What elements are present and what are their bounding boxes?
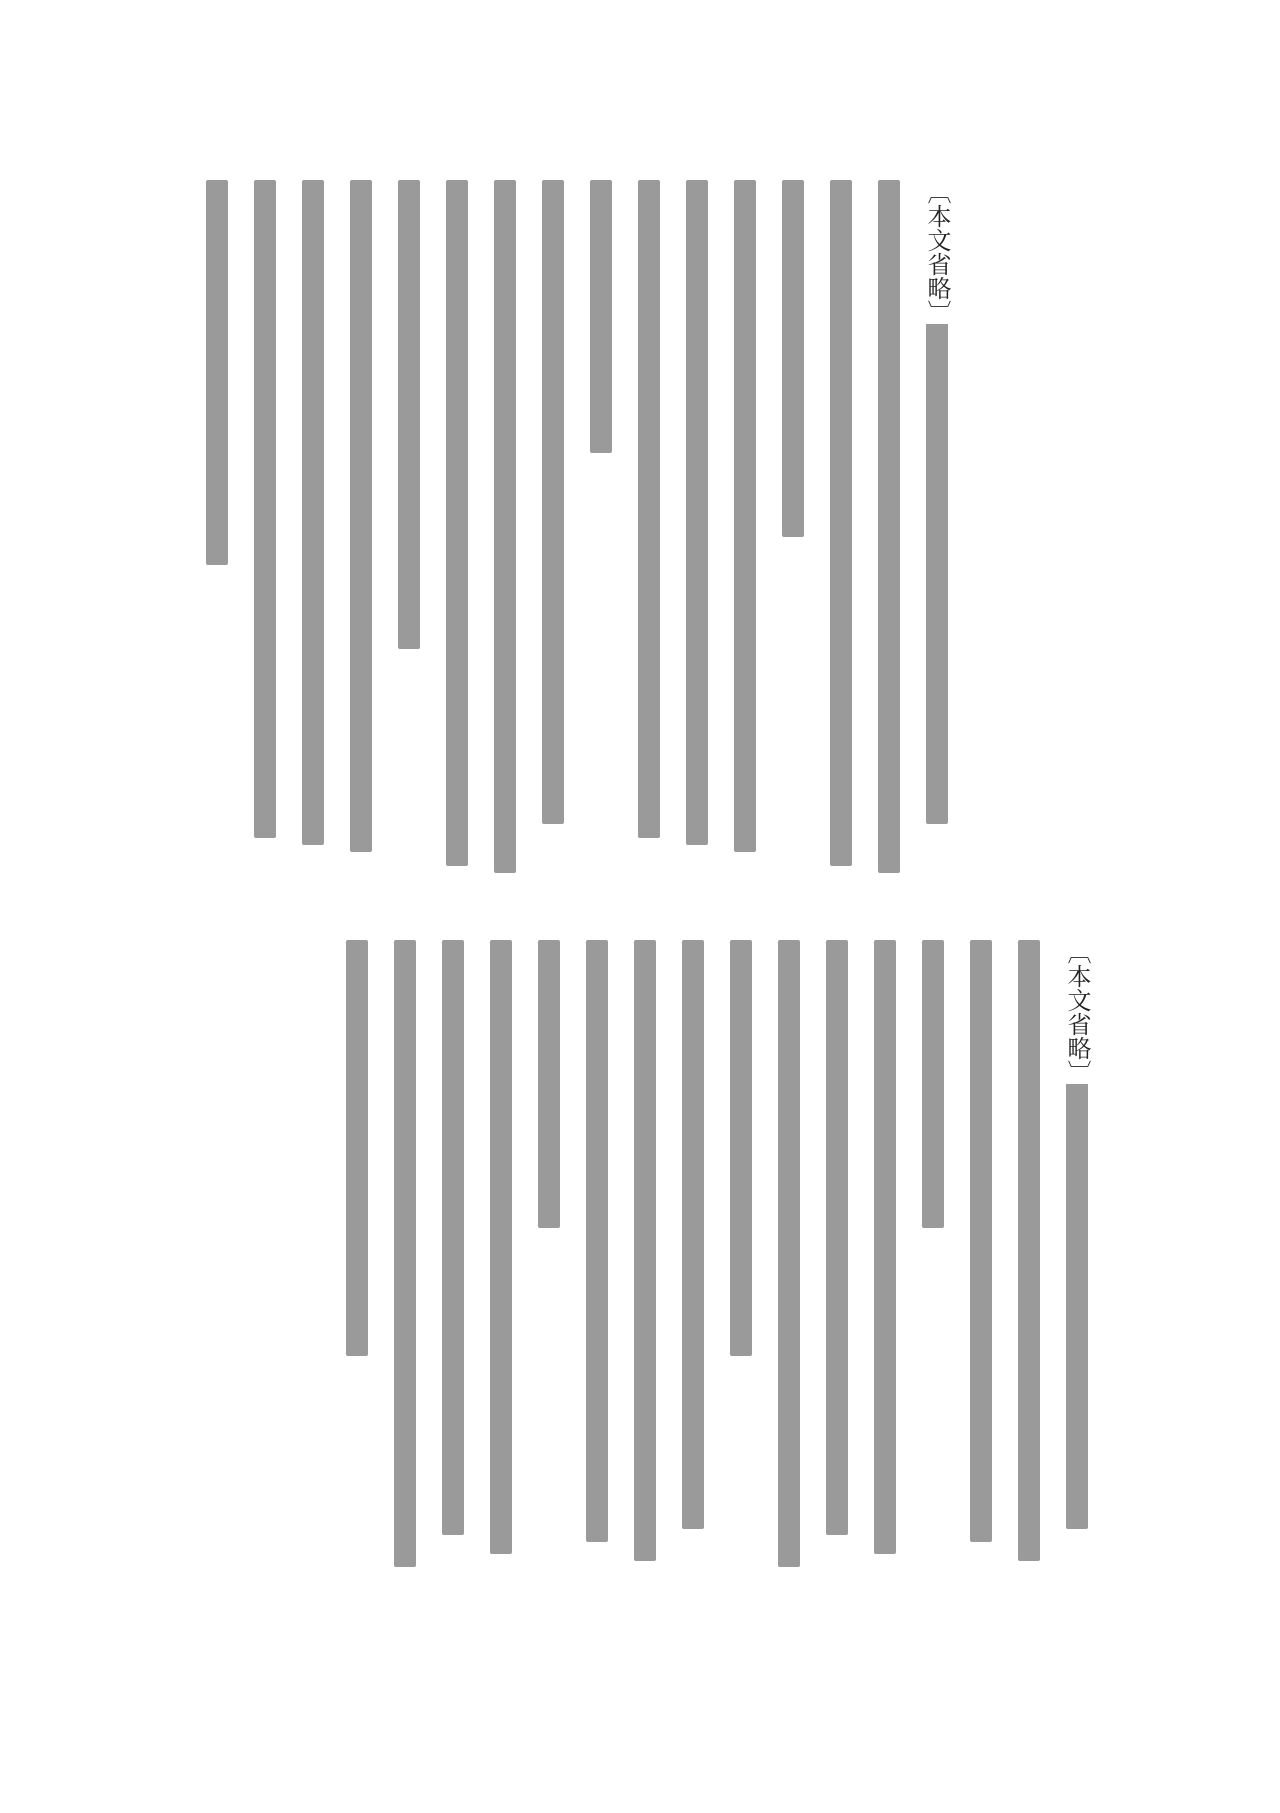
- text-column: [876, 180, 902, 880]
- text-column: [584, 940, 610, 1580]
- text-line-placeholder: [830, 180, 852, 866]
- text-line-placeholder: [970, 940, 992, 1542]
- text-line-placeholder: [254, 180, 276, 838]
- text-line-placeholder: [734, 180, 756, 852]
- text-line-placeholder: [730, 940, 752, 1356]
- text-column: [824, 940, 850, 1580]
- text-column: [780, 180, 806, 880]
- text-block-upper: [204, 180, 950, 880]
- omitted-notice: 〔本文省略〕: [923, 180, 951, 324]
- text-line-placeholder: [686, 180, 708, 845]
- text-line-placeholder: [490, 940, 512, 1554]
- text-column: [776, 940, 802, 1580]
- text-column: [348, 180, 374, 880]
- text-line-placeholder: [446, 180, 468, 866]
- text-line-placeholder: [826, 940, 848, 1535]
- text-column: [488, 940, 514, 1580]
- text-column: [680, 940, 706, 1580]
- text-block-lower: [344, 940, 1090, 1580]
- text-line-placeholder: [442, 940, 464, 1535]
- text-line-placeholder: [346, 940, 368, 1356]
- text-line-placeholder: [206, 180, 228, 565]
- text-line-placeholder: [538, 940, 560, 1228]
- text-column: [392, 940, 418, 1580]
- text-line-placeholder: [782, 180, 804, 537]
- text-column: [872, 940, 898, 1580]
- text-column: [396, 180, 422, 880]
- text-column: [828, 180, 854, 880]
- text-line-placeholder: [394, 940, 416, 1567]
- text-column: [636, 180, 662, 880]
- text-line-placeholder: [778, 940, 800, 1567]
- text-column: [252, 180, 278, 880]
- text-column: [732, 180, 758, 880]
- text-column: [344, 940, 370, 1580]
- text-line-placeholder: [586, 940, 608, 1542]
- text-line-placeholder: [1018, 940, 1040, 1561]
- text-line-placeholder: [922, 940, 944, 1228]
- text-line-placeholder: [350, 180, 372, 852]
- text-column: [204, 180, 230, 880]
- text-column: [1064, 940, 1090, 1580]
- text-column: [444, 180, 470, 880]
- text-column: [1016, 940, 1042, 1580]
- text-column: [632, 940, 658, 1580]
- text-column: [492, 180, 518, 880]
- text-column: [684, 180, 710, 880]
- text-line-placeholder: [634, 940, 656, 1561]
- text-column: [588, 180, 614, 880]
- text-column: [968, 940, 994, 1580]
- text-line-placeholder: [398, 180, 420, 649]
- text-line-placeholder: [542, 180, 564, 824]
- text-line-placeholder: [638, 180, 660, 838]
- text-column: [440, 940, 466, 1580]
- text-line-placeholder: [590, 180, 612, 453]
- text-line-placeholder: [874, 940, 896, 1554]
- text-line-placeholder: [302, 180, 324, 845]
- text-column: [728, 940, 754, 1580]
- text-column: [920, 940, 946, 1580]
- text-column: [536, 940, 562, 1580]
- text-line-placeholder: [494, 180, 516, 873]
- text-line-placeholder: [682, 940, 704, 1529]
- omitted-notice: 〔本文省略〕: [1063, 940, 1091, 1084]
- text-column: [540, 180, 566, 880]
- text-column: [300, 180, 326, 880]
- text-line-placeholder: [878, 180, 900, 873]
- text-column: [924, 180, 950, 880]
